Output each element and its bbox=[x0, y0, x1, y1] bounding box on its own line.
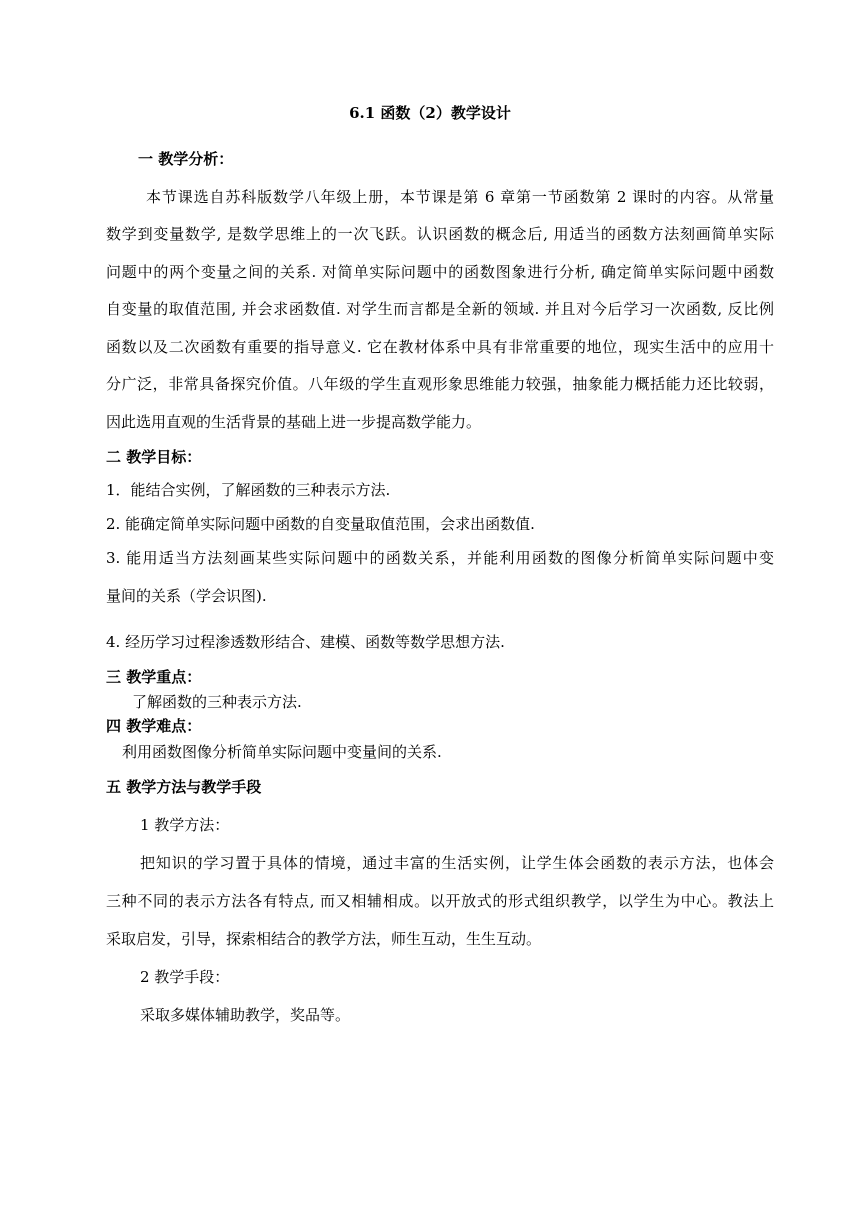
methods-sub-label: 1 教学方法： bbox=[140, 816, 230, 834]
objective-item-continuation: 量间的关系（学会识图). bbox=[106, 587, 267, 605]
objective-item: 2. 能确定简单实际问题中函数的自变量取值范围，会求出函数值. bbox=[106, 515, 535, 533]
paragraph-line: 因此选用直观的生活背景的基础上进一步提高数学能力。 bbox=[106, 413, 482, 431]
section-heading-objectives: 二 教学目标： bbox=[106, 448, 202, 466]
paragraph-line: 数学到变量数学, 是数学思维上的一次飞跃。认识函数的概念后, 用适当的函数方法刻画简单实际 bbox=[106, 225, 774, 243]
paragraph-line: 分广泛，非常具备探究价值。八年级的学生直观形象思维能力较强，抽象能力概括能力还比较弱， bbox=[106, 375, 774, 393]
objective-item: 1．能结合实例，了解函数的三种表示方法. bbox=[106, 481, 391, 499]
means-sub-label: 2 教学手段： bbox=[140, 968, 230, 986]
document-title: 6.1 函数（2）教学设计 bbox=[349, 104, 511, 122]
objective-item: 4. 经历学习过程渗透数形结合、建模、函数等数学思想方法. bbox=[106, 633, 505, 651]
objective-item: 3. 能用适当方法刻画某些实际问题中的函数关系，并能利用函数的图像分析简单实际问题中变 bbox=[106, 549, 774, 567]
section-heading-key-points: 三 教学重点： bbox=[106, 668, 202, 686]
key-points-text: 了解函数的三种表示方法. bbox=[132, 693, 302, 711]
paragraph-line: 本节课选自苏科版数学八年级上册，本节课是第 6 章第一节函数第 2 课时的内容。从常量 bbox=[146, 188, 774, 206]
section-heading-difficulties: 四 教学难点： bbox=[106, 717, 202, 735]
paragraph-line: 采取启发，引导，探索相结合的教学方法，师生互动，生生互动。 bbox=[106, 930, 542, 948]
section-heading-methods: 五 教学方法与教学手段 bbox=[106, 778, 262, 796]
paragraph-line: 问题中的两个变量之间的关系. 对简单实际问题中的函数图象进行分析, 确定简单实际问题中函数 bbox=[106, 263, 774, 281]
paragraph-line: 自变量的取值范围, 并会求函数值. 对学生而言都是全新的领域. 并且对今后学习一次函数, 反比例 bbox=[106, 300, 774, 318]
difficulties-text: 利用函数图像分析简单实际问题中变量间的关系. bbox=[122, 743, 442, 761]
paragraph-line: 函数以及二次函数有重要的指导意义. 它在教材体系中具有非常重要的地位，现实生活中的应用十 bbox=[106, 338, 774, 356]
paragraph-line: 三种不同的表示方法各有特点, 而又相辅相成。以开放式的形式组织教学，以学生为中心。教法上 bbox=[106, 892, 774, 910]
section-heading-analysis: 一 教学分析： bbox=[138, 150, 234, 168]
means-text: 采取多媒体辅助教学，奖品等。 bbox=[140, 1006, 351, 1024]
paragraph-line: 把知识的学习置于具体的情境，通过丰富的生活实例，让学生体会函数的表示方法，也体会 bbox=[140, 854, 774, 872]
